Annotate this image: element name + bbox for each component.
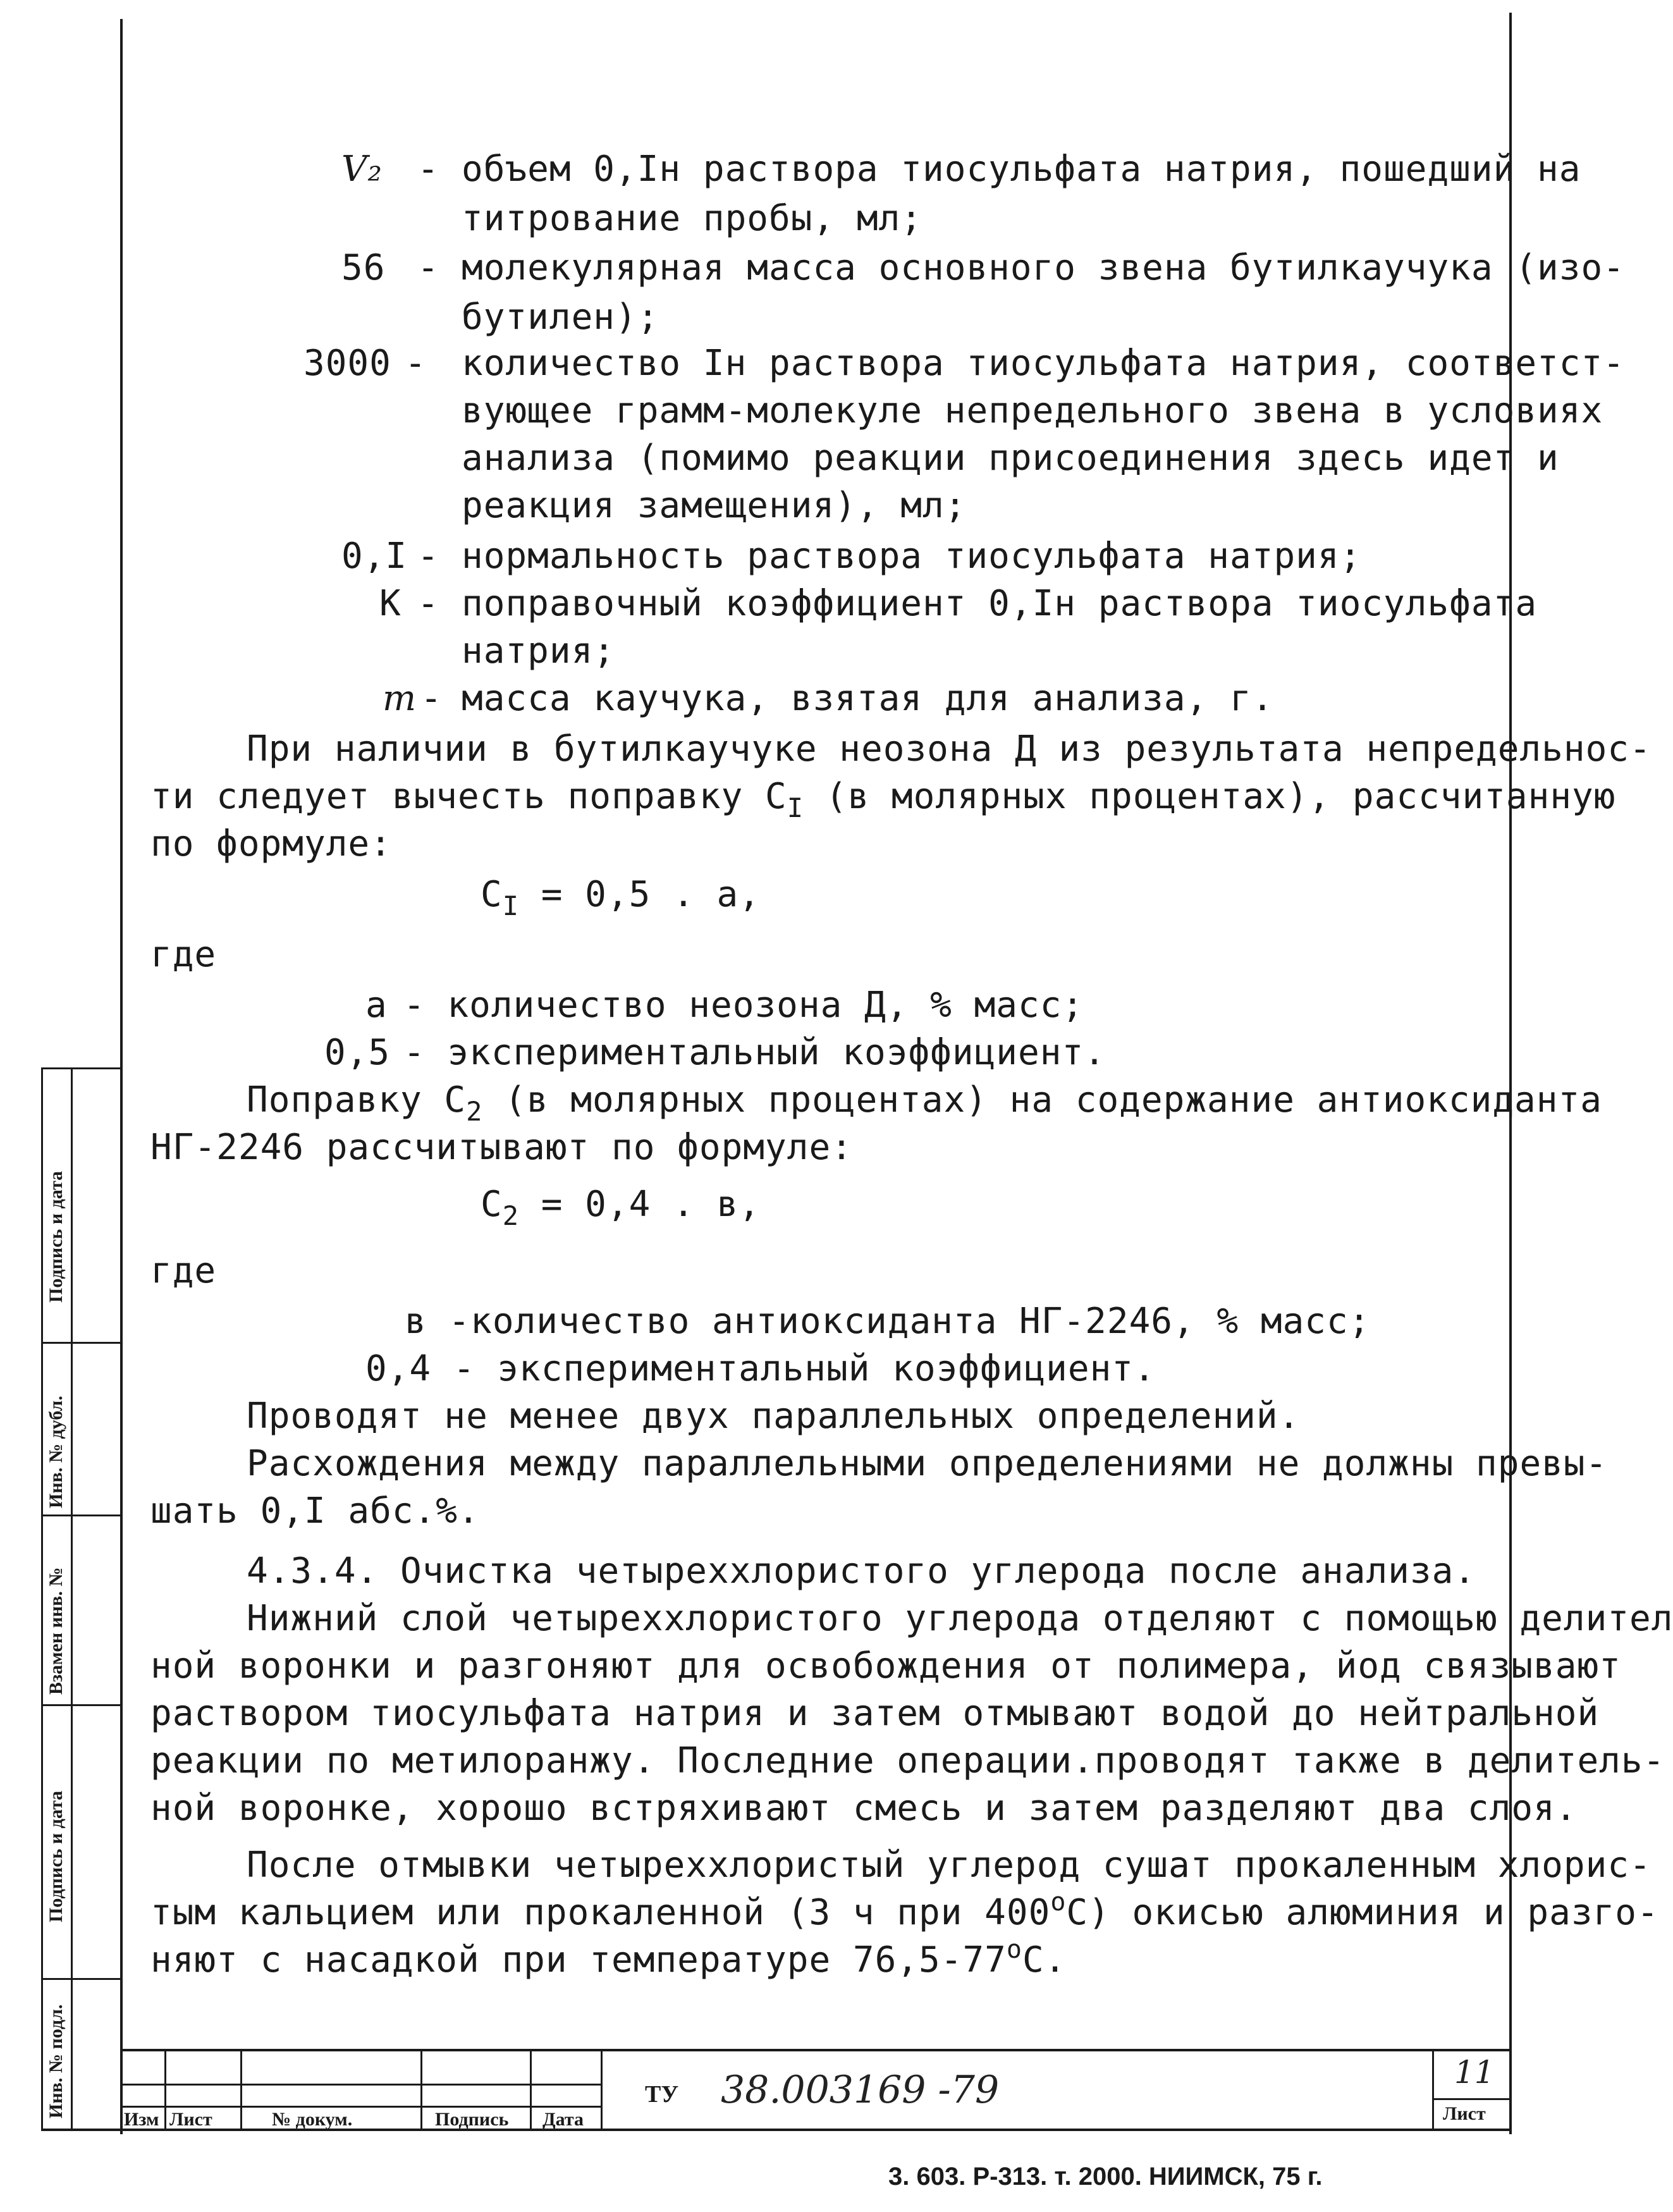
stamp-label-inv-dubl: Инв. № дубл. bbox=[46, 1396, 66, 1508]
paragraph-line: реакции по метилоранжу. Последние операции.проводят также в делитель- bbox=[150, 1740, 1665, 1781]
title-block-col-line bbox=[1432, 2049, 1434, 2130]
def-text-line: молекулярная масса основного звена бутилкаучука (изо- bbox=[462, 247, 1625, 288]
where-label: где bbox=[150, 934, 217, 975]
def-text-line: объем 0,Iн раствора тиосульфата натрия, пошедший на bbox=[462, 149, 1581, 190]
paragraph-line: шать 0,I абс.%. bbox=[150, 1490, 480, 1532]
doc-number: 38.003169 -79 bbox=[721, 2068, 1000, 2112]
def-b-line: в -количество антиоксиданта НГ-2246, % масс; bbox=[405, 1301, 1371, 1342]
title-block-col-line bbox=[601, 2049, 603, 2130]
paragraph-line: При наличии в бутилкаучуке неозона Д из результата непредельнос- bbox=[247, 728, 1652, 770]
section-heading: 4.3.4. Очистка четыреххлористого углерода после анализа. bbox=[247, 1551, 1476, 1592]
paragraph-line: ной воронке, хорошо встряхивают смесь и затем разделяют два слоя. bbox=[150, 1788, 1578, 1829]
def-text-line: бутилен); bbox=[462, 297, 659, 338]
def-dash: - bbox=[417, 247, 439, 288]
def-dash: - bbox=[417, 583, 439, 624]
def-04-line: 0,4 - экспериментальный коэффициент. bbox=[365, 1348, 1156, 1389]
paragraph-line: раствором тиосульфата натрия и затем отмывают водой до нейтральной bbox=[150, 1693, 1600, 1734]
paragraph-line: Проводят не менее двух параллельных определений. bbox=[247, 1396, 1301, 1437]
def-text-line: масса каучука, взятая для анализа, г. bbox=[462, 678, 1274, 719]
def-text-line: реакция замещения), мл; bbox=[462, 485, 967, 526]
stamp-divider bbox=[41, 1978, 122, 1980]
stamp-label-signature-date: Подпись и дата bbox=[46, 1171, 66, 1303]
title-block-col-line bbox=[164, 2049, 166, 2130]
paragraph-line: ти следует вычесть поправку $С_I$ (в молярных процентах), рассчитанную bbox=[150, 776, 1616, 823]
doc-prefix: ТУ bbox=[645, 2081, 679, 2108]
def-text-line: вующее грамм-молекуле непредельного звена в условиях bbox=[462, 390, 1603, 431]
def-symbol-0i: 0,I bbox=[341, 536, 408, 577]
paragraph-line: ной воронки и разгоняют для освобождения от полимера, йод связывают bbox=[150, 1645, 1621, 1687]
stamp-column-left bbox=[41, 1067, 43, 2130]
stamp-label-signature-date: Подпись и дата bbox=[46, 1790, 66, 1922]
formula-c1: $С_I = 0,5$ . а, bbox=[481, 874, 761, 921]
col-label-izm: Изм bbox=[124, 2109, 159, 2130]
col-label-signature: Подпись bbox=[435, 2109, 509, 2130]
def-a-text: - количество неозона Д, % масс; bbox=[403, 985, 1084, 1026]
paragraph-line: Расхождения между параллельными определениями не должны превы- bbox=[247, 1443, 1608, 1484]
paragraph-line: НГ-2246 рассчитывают по формуле: bbox=[150, 1127, 853, 1168]
def-symbol-v2: V₂ bbox=[341, 149, 383, 190]
def-a-symbol: а bbox=[365, 985, 388, 1026]
title-block-bottom-line bbox=[41, 2129, 1512, 2131]
stamp-label-inv-podl: Инв. № подл. bbox=[46, 2004, 66, 2118]
where-label: где bbox=[150, 1250, 217, 1291]
def-symbol-m: m bbox=[383, 678, 417, 719]
def-text-line: поправочный коэффициент 0,Iн раствора тиосульфата bbox=[462, 583, 1538, 624]
def-symbol-k: К bbox=[379, 583, 401, 624]
def-text-line: титрование пробы, мл; bbox=[462, 198, 923, 239]
sheet-number: 11 bbox=[1454, 2054, 1495, 2091]
paragraph-line: по формуле: bbox=[150, 823, 392, 864]
paragraph-line: Поправку $С_2$ (в молярных процентах) на содержание антиоксиданта bbox=[247, 1079, 1602, 1127]
def-text-line: количество Iн раствора тиосульфата натрия, соответст- bbox=[462, 343, 1625, 384]
def-dash: - bbox=[417, 149, 439, 190]
col-label-doc-number: № докум. bbox=[272, 2109, 353, 2130]
def-05-text: - экспериментальный коэффициент. bbox=[403, 1032, 1106, 1073]
def-05-symbol: 0,5 bbox=[324, 1032, 391, 1073]
title-block-col-line bbox=[530, 2049, 532, 2130]
formula-c2: $С_2 = 0,4$ . в, bbox=[481, 1184, 761, 1231]
def-symbol-3000: 3000 bbox=[303, 343, 391, 384]
title-block-col-line bbox=[240, 2049, 242, 2130]
footer-print-info: 3. 603. Р-313. т. 2000. НИИМСК, 75 г. bbox=[888, 2163, 1323, 2190]
stamp-divider bbox=[41, 1704, 122, 1706]
stamp-divider bbox=[41, 1515, 122, 1516]
stamp-divider bbox=[41, 1342, 122, 1344]
stamp-label-vzamen-inv: Взамен инв. № bbox=[46, 1567, 66, 1695]
frame-top-tick bbox=[1509, 13, 1512, 38]
col-label-list: Лист bbox=[169, 2109, 212, 2130]
frame-left-border bbox=[120, 19, 123, 2134]
paragraph-line: няют с насадкой при температуре $76,5-77^оС$. bbox=[150, 1935, 1067, 1981]
def-dash: - bbox=[417, 536, 439, 577]
def-text-line: анализа (помимо реакции присоединения здесь идет и bbox=[462, 438, 1559, 479]
title-block-row-line bbox=[120, 2106, 601, 2108]
title-block-top-line bbox=[120, 2049, 1511, 2051]
paragraph-line: Нижний слой четыреххлористого углерода отделяют с помощью делител bbox=[247, 1598, 1673, 1639]
paragraph-line: тым кальцием или прокаленной (3 ч при $400^оС$) окисью алюминия и разго- bbox=[150, 1888, 1659, 1933]
def-symbol-56: 56 bbox=[341, 247, 386, 288]
stamp-inner-line bbox=[71, 1067, 73, 2130]
sheet-cell-divider bbox=[1432, 2098, 1511, 2100]
stamp-column-top bbox=[41, 1067, 122, 1069]
def-dash: - bbox=[405, 343, 427, 384]
col-label-date: Дата bbox=[542, 2109, 584, 2130]
sheet-label: Лист bbox=[1443, 2103, 1486, 2124]
def-text-line: нормальность раствора тиосульфата натрия; bbox=[462, 536, 1362, 577]
paragraph-line: После отмывки четыреххлористый углерод сушат прокаленным хлорис- bbox=[247, 1845, 1652, 1886]
def-dash: - bbox=[420, 678, 443, 719]
title-block-row-line bbox=[120, 2084, 601, 2086]
title-block-col-line bbox=[420, 2049, 422, 2130]
def-text-line: натрия; bbox=[462, 630, 616, 672]
